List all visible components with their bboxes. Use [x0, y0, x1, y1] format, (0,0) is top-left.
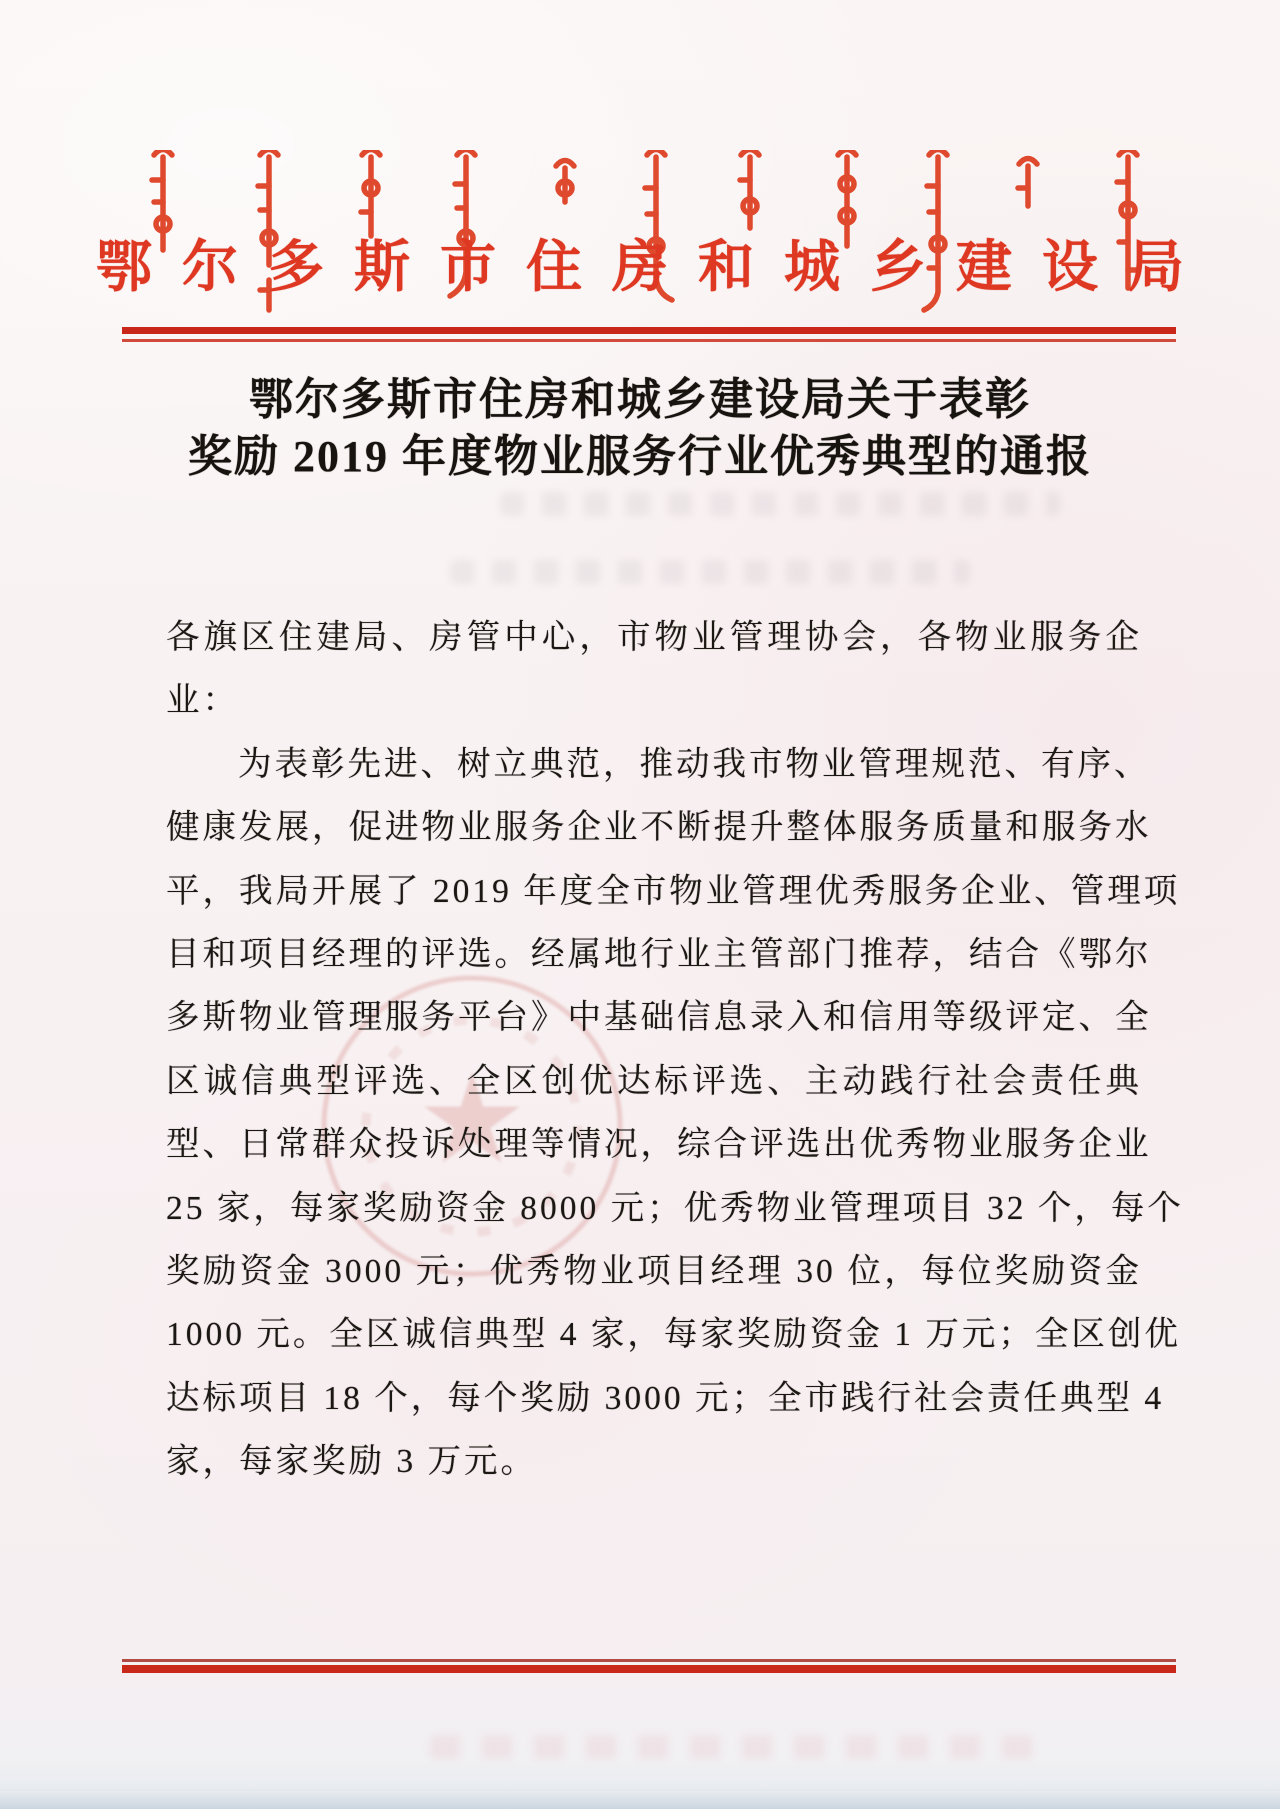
body-line: 多斯物业管理服务平台》中基础信息录入和信用等级评定、全	[166, 999, 1152, 1037]
body-line: 区诚信典型评选、全区创优达标评选、主动践行社会责任典	[166, 1062, 1142, 1100]
document-title-line-1: 鄂尔多斯市住房和城乡建设局关于表彰	[249, 375, 1031, 424]
bleedthrough-smudge	[450, 560, 970, 584]
body-line: 为表彰先进、树立典范，推动我市物业管理规范、有序、	[238, 745, 1151, 783]
body-line: 健康发展，促进物业服务企业不断提升整体服务质量和服务水	[166, 809, 1152, 847]
scan-edge-fade	[0, 1761, 1280, 1791]
body-line: 1000 元。全区诚信典型 4 家，每家奖励资金 1 万元；全区创优	[166, 1316, 1181, 1354]
scan-edge-band	[0, 1789, 1280, 1809]
body-line: 家，每家奖励 3 万元。	[166, 1443, 537, 1481]
body-line: 目和项目经理的评选。经属地行业主管部门推荐，结合《鄂尔	[166, 935, 1152, 973]
letterhead-rule-thin	[122, 339, 1176, 342]
document-title-line-2: 奖励 2019 年度物业服务行业优秀典型的通报	[188, 432, 1092, 481]
salutation-line: 各旗区住建局、房管中心，市物业管理协会，各物业服务企	[166, 619, 1142, 656]
body-line: 型、日常群众投诉处理等情况，综合评选出优秀物业服务企业	[166, 1126, 1152, 1164]
salutation-line: 业：	[166, 682, 239, 720]
bleedthrough-smudge	[430, 1735, 1050, 1759]
footer-rule-thick	[122, 1665, 1176, 1673]
body-line: 平，我局开展了 2019 年度全市物业管理优秀服务企业、管理项	[166, 872, 1181, 910]
footer-rule-thin	[122, 1659, 1176, 1662]
bleedthrough-smudge	[500, 492, 1060, 516]
body-line: 达标项目 18 个，每个奖励 3000 元；全市践行社会责任典型 4	[166, 1379, 1165, 1417]
body-line: 奖励资金 3000 元；优秀物业项目经理 30 位，每位奖励资金	[166, 1252, 1142, 1290]
body-line: 25 家，每家奖励资金 8000 元；优秀物业管理项目 32 个，每个	[166, 1189, 1184, 1227]
body-text	[166, 606, 1184, 1493]
letterhead-rule-thick	[122, 327, 1176, 334]
agency-name: 鄂尔多斯市住房和城乡建设局	[96, 237, 1214, 299]
